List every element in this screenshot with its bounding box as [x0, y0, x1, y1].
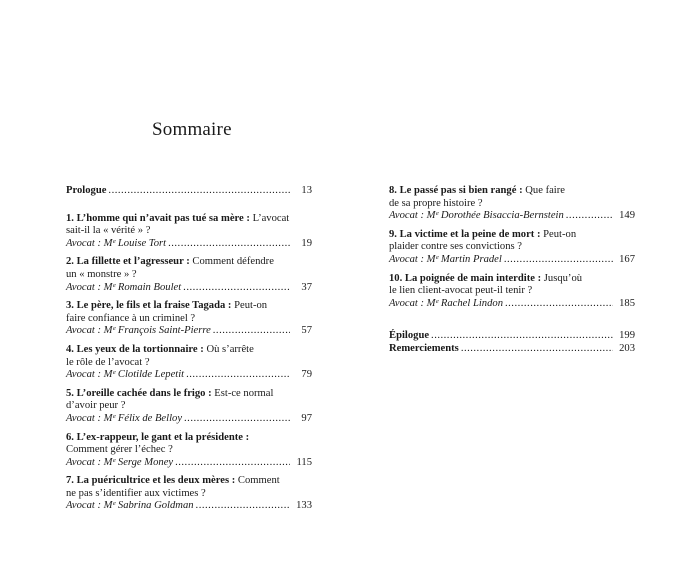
chapter-lawyer: Avocat : Mᵉ Clotilde Lepetit — [66, 369, 185, 381]
toc-entry-chapter-9[interactable] — [389, 229, 635, 267]
chapter-question: Est-ce normal — [211, 387, 274, 399]
toc-page-number: 97 — [301, 412, 312, 424]
chapter-lawyer: Avocat : Mᵉ Dorothée Bisaccia-Bernstein — [389, 210, 564, 222]
toc-page-number: 149 — [619, 210, 635, 222]
chapter-question-cont: de sa propre histoire ? — [389, 197, 483, 209]
toc-page-number: 19 — [301, 237, 312, 249]
chapter-lawyer: Avocat : Mᵉ Louise Tort — [66, 237, 167, 249]
toc-page-number: 57 — [301, 325, 312, 337]
dot-leader — [461, 343, 613, 356]
toc-entry-chapter-8[interactable] — [389, 185, 635, 223]
toc-page-number: 13 — [301, 185, 312, 196]
dot-leader — [184, 413, 290, 426]
dot-leader — [431, 330, 613, 343]
dot-leader — [505, 298, 613, 311]
chapter-heading: 1. L’homme qui n’avait pas tué sa mère : — [66, 212, 250, 224]
chapter-question: Jusqu’où — [541, 272, 583, 284]
dot-leader — [168, 238, 290, 251]
chapter-heading: 5. L’oreille cachée dans le frigo : — [66, 387, 212, 399]
chapter-question-cont: sait-il la « vérité » ? — [66, 225, 151, 237]
dot-leader — [504, 254, 613, 267]
toc-entry-chapter-6[interactable] — [66, 432, 312, 470]
chapter-question-cont: le lien client-avocat peut-il tenir ? — [389, 285, 533, 297]
toc-page-number: 79 — [301, 369, 312, 381]
toc-entry-label: Remerciements — [389, 342, 459, 354]
toc-entry-acknowledgements[interactable] — [389, 343, 635, 356]
dot-leader — [196, 500, 290, 513]
toc-page-number: 185 — [619, 297, 635, 309]
chapter-lawyer: Avocat : Mᵉ Romain Boulet — [66, 281, 182, 293]
chapter-question-cont: un « monstre » ? — [66, 268, 137, 280]
toc-entry-chapter-5[interactable] — [66, 388, 312, 426]
toc-entry-epilogue[interactable] — [389, 330, 635, 343]
toc-entry-chapter-1[interactable] — [66, 213, 312, 251]
chapter-heading: 2. La fillette et l’agresseur : — [66, 256, 190, 268]
chapter-question: Comment défendre — [189, 256, 274, 268]
chapter-question: Comment — [235, 475, 280, 487]
chapter-question-cont: d’avoir peur ? — [66, 400, 126, 412]
chapter-question: Peut-on — [231, 300, 268, 312]
toc-entry-chapter-7[interactable] — [66, 475, 312, 513]
chapter-heading: 10. La poignée de main interdite : — [389, 272, 542, 284]
chapter-lawyer: Avocat : Mᵉ Rachel Lindon — [389, 297, 503, 309]
chapter-question-cont: plaider contre ses convictions ? — [389, 241, 522, 253]
dot-leader — [183, 282, 290, 295]
chapter-question: L’avocat — [249, 212, 290, 224]
dot-leader — [108, 185, 290, 198]
page-title: Sommaire — [152, 119, 232, 140]
chapter-question-cont: ne pas s’identifier aux victimes ? — [66, 487, 206, 499]
toc-entry-chapter-4[interactable] — [66, 344, 312, 382]
chapter-heading: 3. Le père, le fils et la fraise Tagada : — [66, 300, 232, 312]
dot-leader — [186, 369, 290, 382]
chapter-lawyer: Avocat : Mᵉ Sabrina Goldman — [66, 500, 194, 512]
chapter-heading: 6. L’ex-rappeur, le gant et la présidente : — [66, 431, 250, 443]
toc-entry-chapter-2[interactable] — [66, 256, 312, 294]
chapter-question: Où s’arrête — [203, 343, 254, 355]
chapter-lawyer: Avocat : Mᵉ Serge Money — [66, 456, 174, 468]
chapter-question-cont: Comment gérer l’échec ? — [66, 444, 173, 456]
toc-entry-chapter-3[interactable] — [66, 300, 312, 338]
chapter-question-cont: le rôle de l’avocat ? — [66, 356, 150, 368]
toc-page-number: 115 — [296, 456, 312, 468]
toc-left-column — [66, 185, 312, 519]
dot-leader — [175, 457, 290, 470]
chapter-question-cont: faire confiance à un criminel ? — [66, 312, 196, 324]
chapter-lawyer: Avocat : Mᵉ François Saint-Pierre — [66, 325, 211, 337]
toc-entry-prologue[interactable] — [66, 185, 312, 198]
chapter-question: Que faire — [522, 185, 565, 196]
toc-right-column — [389, 185, 635, 356]
toc-page-number: 203 — [619, 342, 635, 354]
chapter-heading: 8. Le passé pas si bien rangé : — [389, 185, 523, 196]
toc-entry-chapter-10[interactable] — [389, 273, 635, 311]
chapter-question: Peut-on — [540, 228, 577, 240]
chapter-lawyer: Avocat : Mᵉ Martin Pradel — [389, 253, 502, 265]
chapter-lawyer: Avocat : Mᵉ Félix de Belloy — [66, 412, 183, 424]
toc-entry-label: Prologue — [66, 185, 107, 196]
chapter-heading: 9. La victime et la peine de mort : — [389, 228, 541, 240]
toc-page-number: 37 — [301, 281, 312, 293]
dot-leader — [213, 325, 290, 338]
dot-leader — [566, 210, 613, 223]
toc-page-number: 133 — [296, 500, 312, 512]
chapter-heading: 7. La puéricultrice et les deux mères : — [66, 475, 236, 487]
toc-page-number: 199 — [619, 330, 635, 342]
toc-page-number: 167 — [619, 253, 635, 265]
chapter-heading: 4. Les yeux de la tortionnaire : — [66, 343, 204, 355]
toc-entry-label: Épilogue — [389, 330, 430, 342]
